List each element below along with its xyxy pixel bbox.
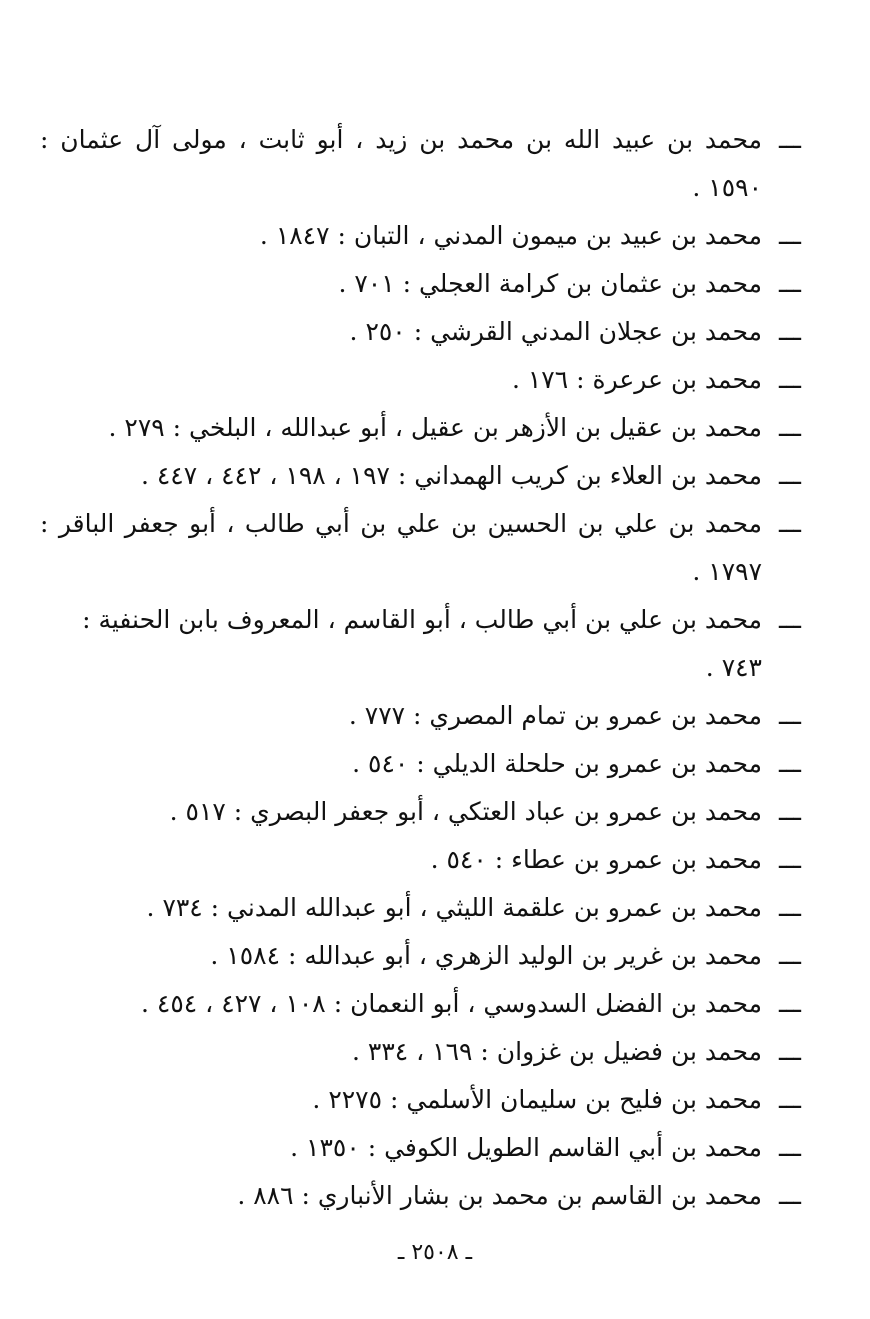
- index-entry: [40, 596, 810, 692]
- entry-dash: ـــ: [779, 221, 801, 250]
- entry-text: محمد بن عرعرة : ١٧٦ .: [511, 365, 762, 394]
- index-entry: [40, 1124, 810, 1172]
- index-entry: [40, 884, 810, 932]
- entry-text: محمد بن عمرو بن علقمة الليثي ، أبو عبدالله المدني : ٧٣٤ .: [146, 893, 762, 922]
- entry-dash: ـــ: [779, 605, 801, 634]
- entry-dash: ـــ: [779, 269, 801, 298]
- entry-dash: ـــ: [779, 1085, 801, 1114]
- entry-dash: ـــ: [779, 1181, 801, 1210]
- entry-text: محمد بن عقيل بن الأزهر بن عقيل ، أبو عبدالله ، البلخي : ٢٧٩ .: [108, 413, 762, 442]
- entry-text: محمد بن القاسم بن محمد بن بشار الأنباري : ٨٨٦ .: [237, 1181, 762, 1210]
- index-entry: [40, 500, 810, 596]
- entry-text: محمد بن فضيل بن غزوان : ١٦٩ ، ٣٣٤ .: [351, 1037, 762, 1066]
- index-entry: [40, 116, 810, 212]
- entry-dash: ـــ: [779, 989, 801, 1018]
- entry-text: محمد بن فليح بن سليمان الأسلمي : ٢٢٧٥ .: [312, 1085, 762, 1114]
- entry-dash: ـــ: [779, 125, 801, 154]
- entry-text: محمد بن علي بن أبي طالب ، أبو القاسم ، المعروف بابن الحنفية : ٧٤٣ .: [82, 605, 762, 682]
- index-entry: [40, 356, 810, 404]
- entry-dash: ـــ: [779, 893, 801, 922]
- entry-text: محمد بن أبي القاسم الطويل الكوفي : ١٣٥٠ .: [290, 1133, 762, 1162]
- index-entry: [40, 308, 810, 356]
- entry-text: محمد بن عبيد بن ميمون المدني ، التبان : ١٨٤٧ .: [259, 221, 762, 250]
- entry-dash: ـــ: [779, 509, 801, 538]
- entry-dash: ـــ: [779, 413, 801, 442]
- index-entry: [40, 692, 810, 740]
- index-entry: [40, 452, 810, 500]
- entry-text: محمد بن علي بن الحسين بن علي بن أبي طالب ، أبو جعفر الباقر : ١٧٩٧ .: [40, 509, 762, 586]
- page-number: ـ ٢٥٠٨ ـ: [397, 1240, 473, 1265]
- entry-text: محمد بن عمرو بن عباد العتكي ، أبو جعفر البصري : ٥١٧ .: [169, 797, 762, 826]
- index-entry: [40, 980, 810, 1028]
- index-entry: [40, 1076, 810, 1124]
- entry-dash: ـــ: [779, 1037, 801, 1066]
- index-entry-list: [40, 116, 810, 1220]
- entry-dash: ـــ: [779, 941, 801, 970]
- entry-text: محمد بن الفضل السدوسي ، أبو النعمان : ١٠٨ ، ٤٢٧ ، ٤٥٤ .: [141, 989, 762, 1018]
- entry-text: محمد بن عثمان بن كرامة العجلي : ٧٠١ .: [338, 269, 762, 298]
- index-entry: [40, 740, 810, 788]
- entry-text: محمد بن غرير بن الوليد الزهري ، أبو عبدالله : ١٥٨٤ .: [210, 941, 762, 970]
- index-entry: [40, 932, 810, 980]
- index-entry: [40, 1172, 810, 1220]
- entry-dash: ـــ: [779, 797, 801, 826]
- entry-dash: ـــ: [779, 845, 801, 874]
- entry-text: محمد بن عجلان المدني القرشي : ٢٥٠ .: [349, 317, 762, 346]
- index-entry: [40, 1028, 810, 1076]
- entry-dash: ـــ: [779, 365, 801, 394]
- entry-text: محمد بن عمرو بن تمام المصري : ٧٧٧ .: [348, 701, 762, 730]
- entry-text: محمد بن العلاء بن كريب الهمداني : ١٩٧ ، ١٩٨ ، ٤٤٢ ، ٤٤٧ .: [140, 461, 762, 490]
- entry-text: محمد بن عمرو بن حلحلة الديلي : ٥٤٠ .: [352, 749, 762, 778]
- index-entry: [40, 404, 810, 452]
- entry-dash: ـــ: [779, 749, 801, 778]
- index-entry: [40, 212, 810, 260]
- entry-text: محمد بن عمرو بن عطاء : ٥٤٠ .: [430, 845, 762, 874]
- entry-dash: ـــ: [779, 317, 801, 346]
- index-entry: [40, 260, 810, 308]
- entry-dash: ـــ: [779, 461, 801, 490]
- entry-dash: ـــ: [779, 701, 801, 730]
- entry-dash: ـــ: [779, 1133, 801, 1162]
- index-entry: [40, 836, 810, 884]
- index-entry: [40, 788, 810, 836]
- entry-text: محمد بن عبيد الله بن محمد بن زيد ، أبو ثابت ، مولى آل عثمان : ١٥٩٠ .: [40, 125, 762, 202]
